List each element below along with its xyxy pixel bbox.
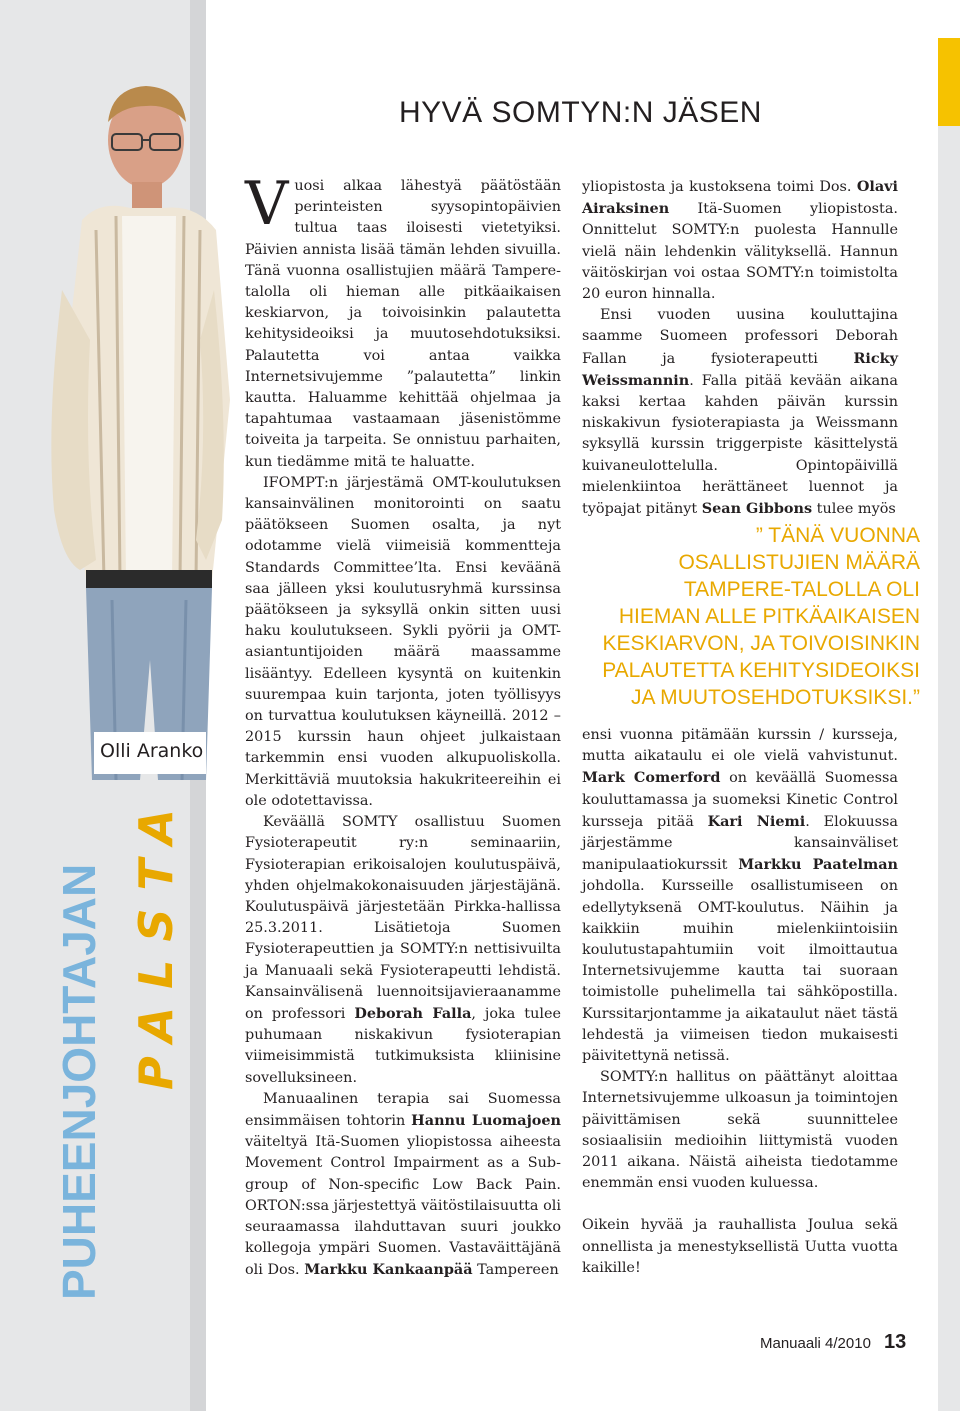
portrait-photo <box>0 40 230 780</box>
article-column-1 <box>245 169 561 1282</box>
page-number: 13 <box>884 1331 907 1353</box>
column-label: PUHEENJOHTAJAN <box>53 863 105 1300</box>
paragraph: ensi vuonna pitämään kurssin / kursseja, mutta aikataulu ei ole vielä vahvistunut. Mark Comerford on keväällä Suomessa kouluttamassa ja suomeksi Kinetic Control kursseja pitää Kari Niemi. Elokuussa järjestämme kansainväliset manipulaatiokurssit Markku Paatelman johdolla. Kursseille osallistumiseen on edellytyksenä OMT-koulutus. Näihin ja kaikkiin muihin mielenkiintoisiin koulutustapahtumiin voit ilmoittautua Internetsivujemme kautta tai suoraan toimistolle puhelimella tai sähköpostilla. Kurssitarjontamme ja aikataulut näet tästä lehdestä ja viimeisen tiedon mukaisesti päivitettynä netissä. <box>582 727 898 1065</box>
paragraph: Keväällä SOMTY osallistuu Suomen Fysioterapeutit ry:n seminaariin, Fysioterapian erikoisalojen koulutuspäivä, yhden ohjelmakokonaisuuden järjestäjänä. Koulutuspäivä järjestetään Pirkka-hallissa 25.3.2011. Lisätietoja Suomen Fysioterapeuttien ja SOMTY:n nettisivuilta ja Manuaali sekä Fysioterapeutti lehdistä. Kansainvälisenä luennoitsijavieraanamme on professori Deborah Falla, joka tulee puhumaan niskakivun fysioterapian viimeisimmistä tutkimuksista kliinisine sovelluksineen. <box>245 814 561 1086</box>
closing-paragraph: Oikein hyvää ja rauhallista Joulua sekä onnellista ja menestyksellistä Uutta vuotta kaikille! <box>582 1217 898 1276</box>
person-name-bold: Markku Paatelman <box>738 856 898 874</box>
right-edge-tab <box>938 38 960 126</box>
pull-quote: ” TÄNÄ VUONNA OSALLISTUJIEN MÄÄRÄ TAMPERE-TALOLLA OLI HIEMAN ALLE PITKÄAIKAISEN KESKIARVON, JA TOIVOISINKIN PALAUTETTA KEHITYSIDEOIKSI JA MUUTOSEHDOTUKSIKSI.” <box>602 524 920 709</box>
person-name-bold: Kari Niemi <box>707 812 806 830</box>
paragraph: IFOMPT:n järjestämä OMT-koulutuksen kansainvälinen monitorointi on saatu päätökseen Suomen osalta, ja nyt odotamme vielä viimeisiä kommentteja Standards Committee’lta. Ensi keväänä saa jälleen yksi koulutusryhmä kurssinsa päätökseen ja syksyllä onkin sitten uusi haku koulutukseen. Sykli pyörii ja OMT-asiantuntijoiden määrä maassamme lisääntyy. Edelleen kysyntä on kuitenkin suurempaa kuin tarjonta, joten työllisyys on turvattua koulutuksen käyneillä. 2012 – 2015 kurssin haun ohjeet julkaistaan tarkemmin ensi vuoden alkupuoliskolla. Merkittäviä muutoksia hakukriteereihin ei ole odotettavissa. <box>245 474 561 809</box>
magazine-issue: Manuaali 4/2010 <box>760 1335 871 1352</box>
person-name-bold: Ricky Weissmannin <box>582 349 898 389</box>
person-name-bold: Hannu Luomajoen <box>411 1111 561 1129</box>
column-label-sub: PALSTA <box>129 791 183 1090</box>
person-name-bold: Deborah Falla <box>354 1004 472 1022</box>
person-name-bold: Sean Gibbons <box>701 500 813 518</box>
drop-cap: V <box>245 169 289 239</box>
person-name: Olli Aranko <box>100 740 204 762</box>
person-name-bold: Olavi Airaksinen <box>582 178 898 218</box>
paragraph: Manuaalinen terapia sai Suomessa ensimmäisen tohtorin Hannu Luomajoen väiteltyä Itä-Suomen yliopistossa aiheesta Movement Control Impairment as a Sub-group of Non-specific Low Back Pain. ORTON:ssa järjestettyä väitöstilaisuutta oli seuraamassa ilahduttavan suuri joukko kollegoja ympäri Suomen. Vastaväittäjänä oli Dos. Markku Kankaanpää Tampereen <box>245 1090 561 1279</box>
paragraph: yliopistosta ja kustoksena toimi Dos. Olavi Airaksinen Itä-Suomen yliopistosta. Onnittelut SOMTY:n puolesta Hannulle vielä näin lehdenkin välityksellä. Hannun väitöskirjan voi ostaa SOMTY:n toimistolta 20 euron hinnalla. <box>582 178 898 303</box>
section-title: HYVÄ SOMTYN:N JÄSEN <box>399 96 762 129</box>
right-edge-strip <box>938 126 960 1411</box>
paragraph: SOMTY:n hallitus on päättänyt aloittaa Internetsivujemme ulkoasun ja toimintojen päivittämisen sekä suunnittelee sosiaalisiin medioihin liittymistä vuoden 2011 aikana. Näistä aiheista tiedotamme enemmän ensi vuoden kuluessa. <box>582 1069 898 1192</box>
person-name-bold: Mark Comerford <box>582 769 721 787</box>
person-name-bold: Markku Kankaanpää <box>304 1261 473 1279</box>
article-column-2 <box>582 176 898 520</box>
paragraph: Vuosi alkaa lähestyä päätöstään perinteisten syysopintopäivien tultua taas iloisesti vietetyiksi. Päivien annista lisää tämän lehden sivuilla. Tänä vuonna osallistujien määrä Tampere-talolla oli hieman alle pitkäaikaisen keskiarvon, ja toivoisinkin palautetta kehitysideoiksi ja muutosehdotuksiksi. Palautetta voi antaa vaikka Internetsivujemme ”palautetta” linkin kautta. Haluamme kehittää ohjelmaa ja tapahtumaa vastaamaan jäsenistömme toiveita ja tarpeita. Se onnistuu parhaiten, kun tiedämme mitä te haluatte. <box>245 169 561 470</box>
article-column-2-continued <box>582 725 898 1279</box>
paragraph: Ensi vuoden uusina kouluttajina saamme Suomeen professori Deborah Fallan ja fysioterapeutti Ricky Weissmannin. Falla pitää kevään aikana kaksi kertaa kahden päivän kurssin niskakivun fysioterapiasta ja Weissmann syksyllä kurssin triggerpiste käsittelystä kuivaneulottelulla. Opintopäivillä mielenkiintoa herättäneet luennot ja työpajat pitänyt Sean Gibbons tulee myös <box>582 307 898 518</box>
